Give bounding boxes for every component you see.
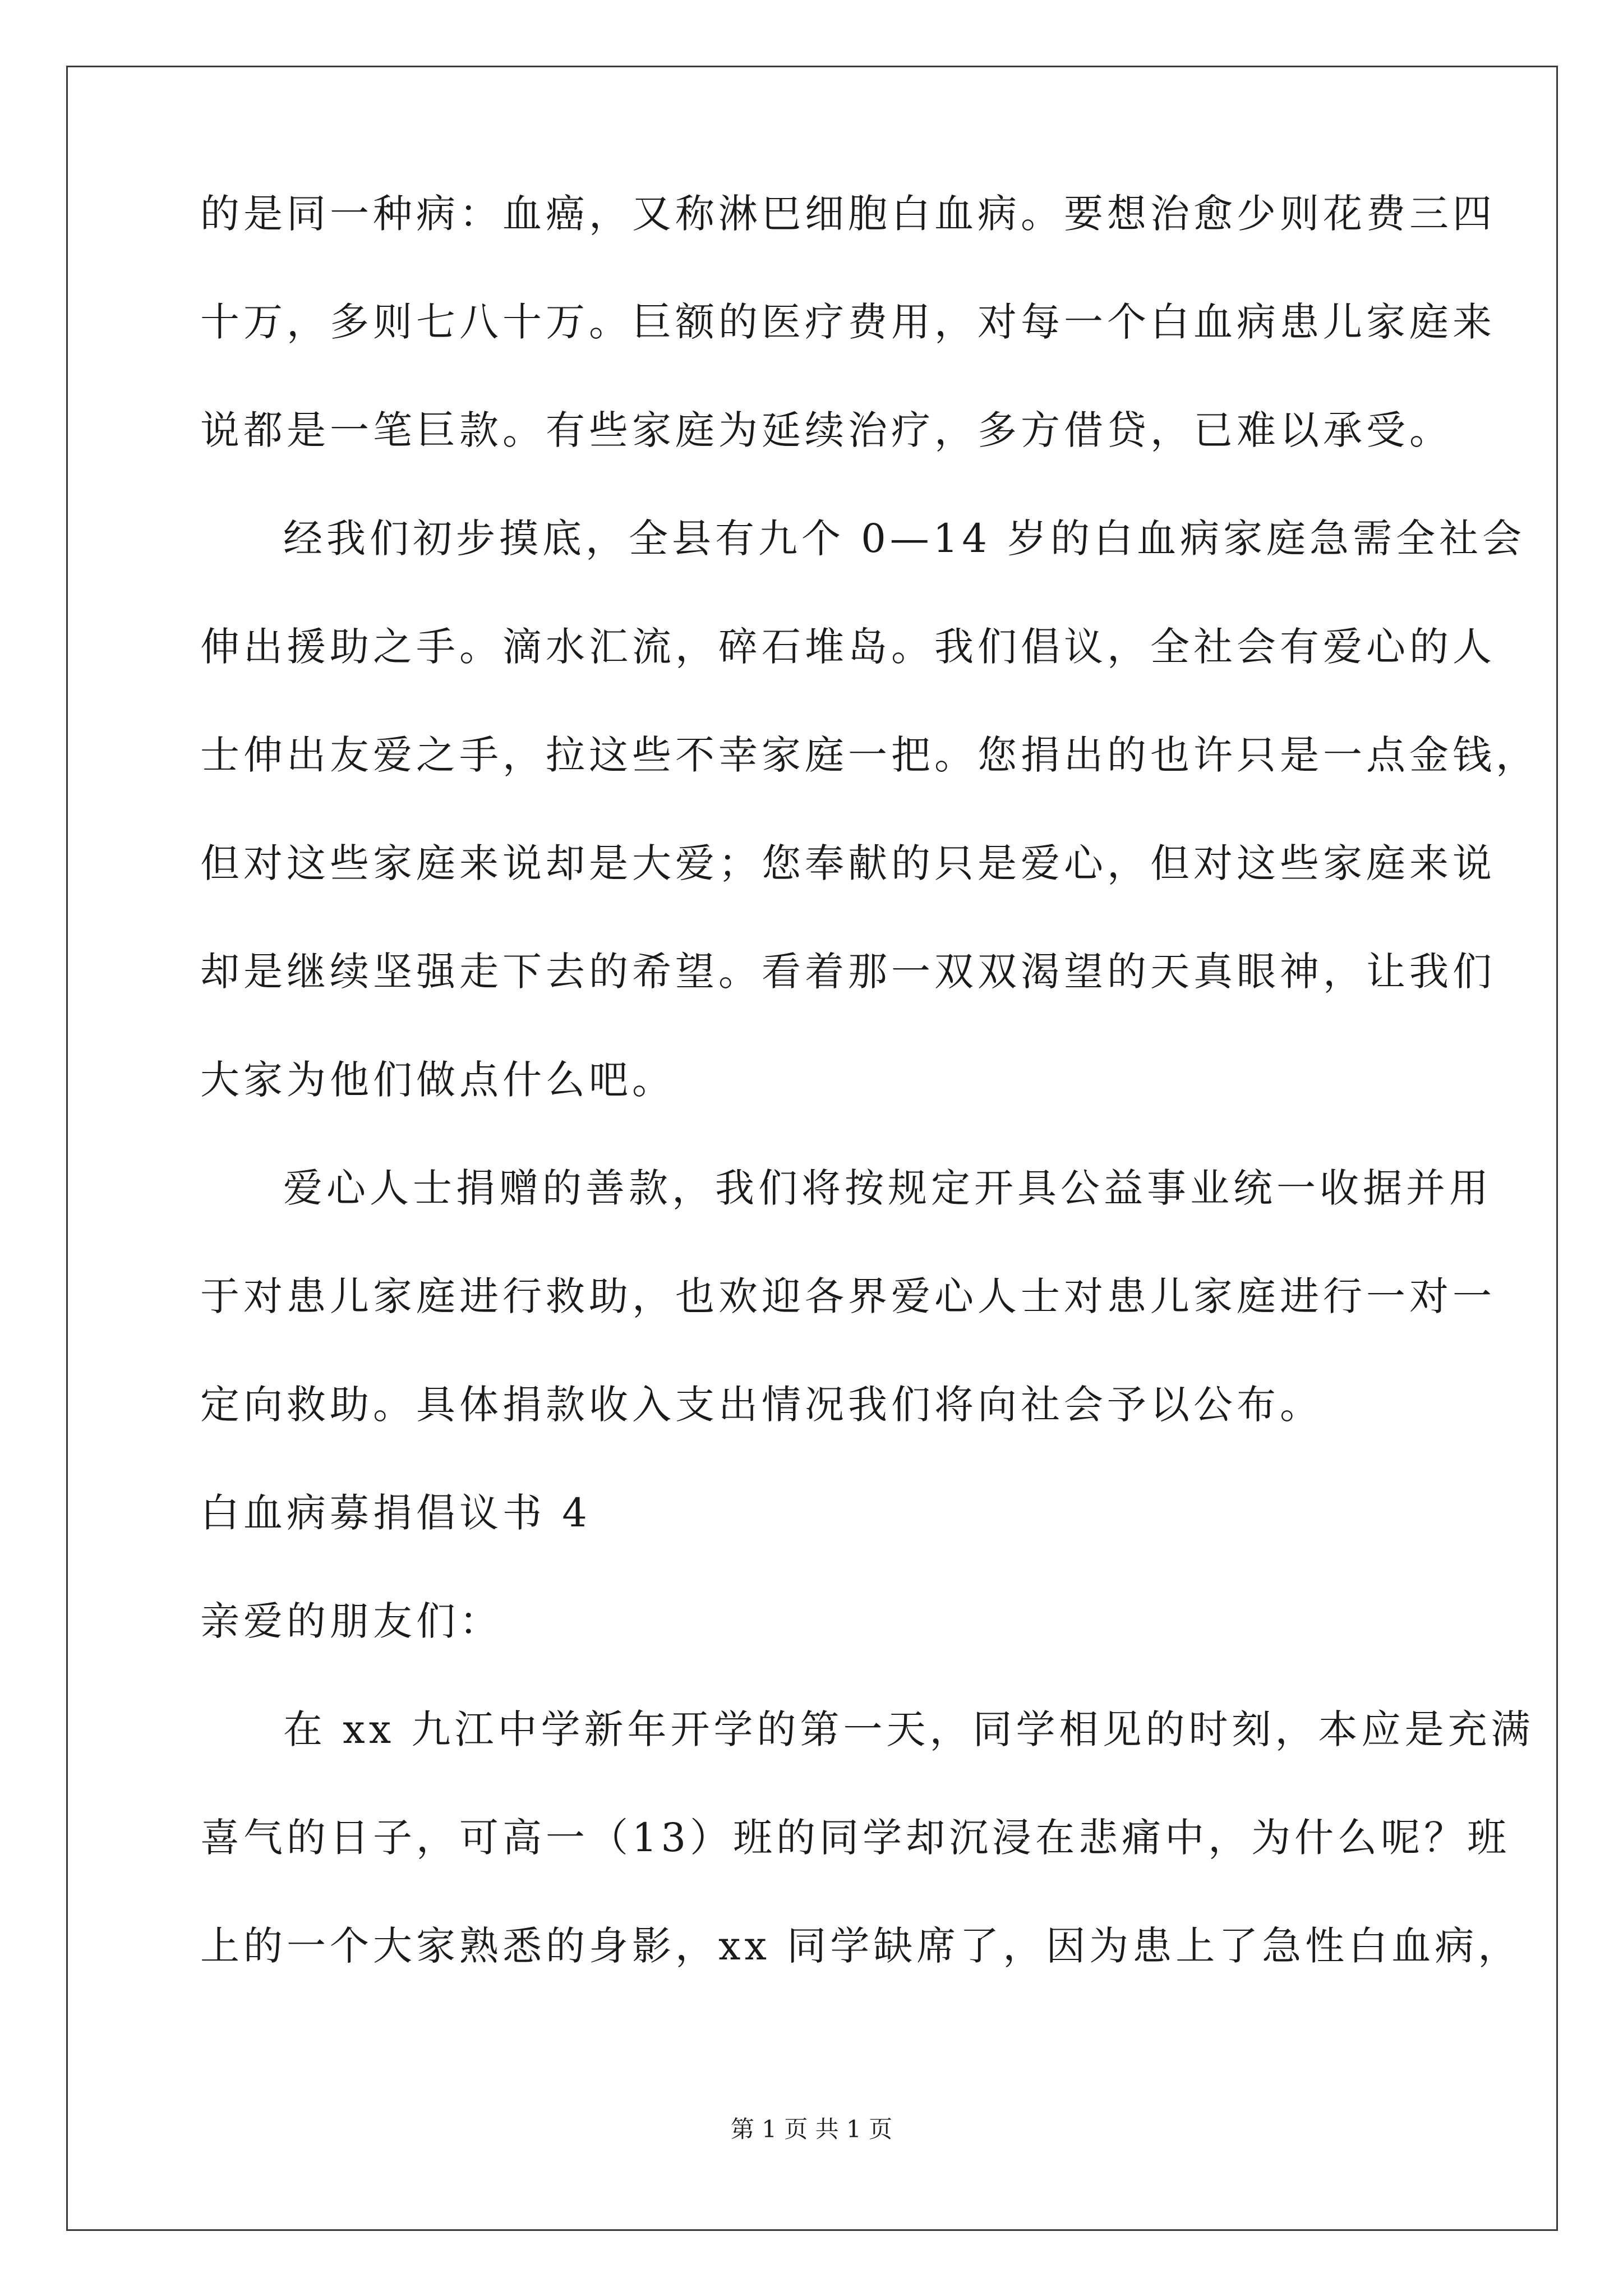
paragraph-start-line: 爱心人士捐赠的善款，我们将按规定开具公益事业统一收据并用 xyxy=(283,1165,1492,1211)
page-border xyxy=(66,66,1558,2231)
paragraph-start-line: 在 xx 九江中学新年开学的第一天，同学相见的时刻，本应是充满 xyxy=(283,1706,1534,1752)
text-line: 于对患儿家庭进行救助，也欢迎各界爱心人士对患儿家庭进行一对一 xyxy=(200,1273,1496,1319)
text-line: 士伸出友爱之手，拉这些不幸家庭一把。您捐出的也许只是一点金钱， xyxy=(200,732,1539,778)
text-line: 但对这些家庭来说却是大爱；您奉献的只是爱心，但对这些家庭来说 xyxy=(200,840,1496,886)
paragraph-start-line: 经我们初步摸底，全县有九个 0—14 岁的白血病家庭急需全社会 xyxy=(283,516,1526,562)
section-heading: 白血病募捐倡议书 4 xyxy=(200,1490,591,1536)
text-line: 十万，多则七八十万。巨额的医疗费用，对每一个白血病患儿家庭来 xyxy=(200,299,1496,345)
text-line: 定向救助。具体捐款收入支出情况我们将向社会予以公布。 xyxy=(200,1382,1323,1428)
text-line: 喜气的日子，可高一（13）班的同学却沉浸在悲痛中，为什么呢？班 xyxy=(200,1815,1511,1861)
text-line: 伸出援助之手。滴水汇流，碎石堆岛。我们倡议，全社会有爱心的人 xyxy=(200,624,1496,670)
text-line: 却是继续坚强走下去的希望。看着那一双双渴望的天真眼神，让我们 xyxy=(200,949,1496,995)
text-line: 的是同一种病：血癌，又称淋巴细胞白血病。要想治愈少则花费三四 xyxy=(200,191,1496,237)
page-footer: 第 1 页 共 1 页 xyxy=(730,2115,893,2143)
text-line: 说都是一笔巨款。有些家庭为延续治疗，多方借贷，已难以承受。 xyxy=(200,407,1453,453)
salutation: 亲爱的朋友们： xyxy=(200,1598,502,1644)
text-line: 上的一个大家熟悉的身影，xx 同学缺席了，因为患上了急性白血病， xyxy=(200,1923,1521,1969)
text-line: 大家为他们做点什么吧。 xyxy=(200,1057,675,1103)
